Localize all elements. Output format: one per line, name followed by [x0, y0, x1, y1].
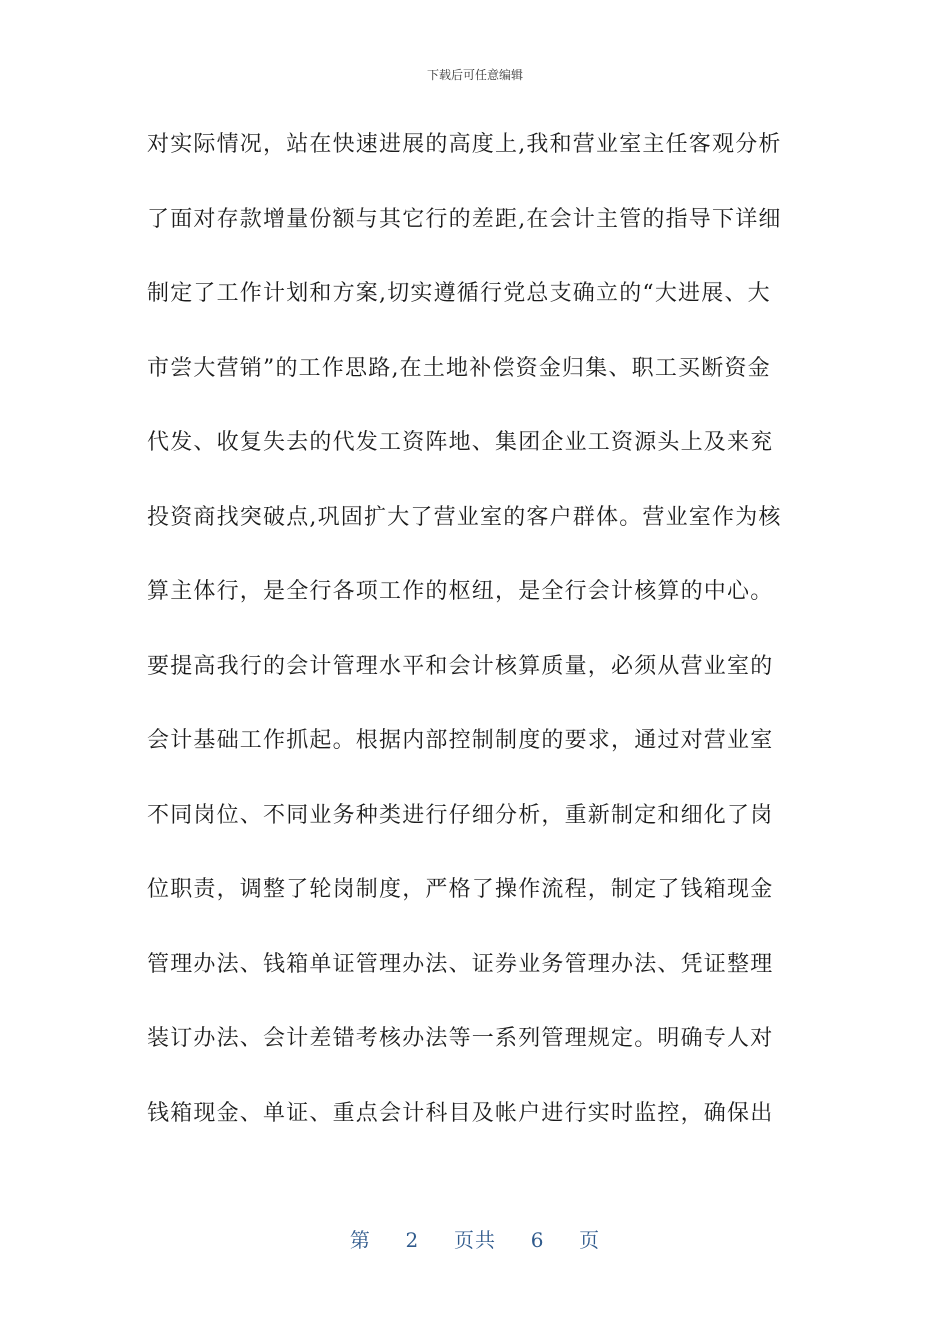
footer-label-end: 页 [579, 1228, 601, 1252]
body-line: 管理办法、钱箱单证管理办法、证券业务管理办法、凭证整理 [147, 951, 774, 977]
body-line: 位职责，调整了轮岗制度，严格了操作流程，制定了钱箱现金 [147, 877, 774, 902]
body-line: 会计基础工作抓起。根据内部控制制度的要求，通过对营业室 [147, 728, 774, 753]
footer-label-page: 第 [349, 1228, 371, 1252]
page-footer [0, 1224, 950, 1253]
body-text [147, 125, 807, 1168]
footer-current-page: 2 [405, 1228, 420, 1252]
body-line: 算主体行，是全行各项工作的枢纽，是全行会计核算的中心。 [147, 579, 774, 604]
footer-total-pages: 6 [530, 1228, 545, 1252]
body-line: 要提高我行的会计管理水平和会计核算质量，必须从营业室的 [147, 653, 774, 679]
footer-label-of: 页共 [454, 1228, 496, 1252]
body-line: 代发、收复失去的代发工资阵地、集团企业工资源头上及来兖 [147, 430, 774, 455]
body-line: 市尝大营销”的工作思路,在土地补偿资金归集、职工买断资金 [147, 355, 771, 381]
body-line: 投资商找突破点,巩固扩大了营业室的客户群体。营业室作为核 [147, 504, 782, 530]
body-line: 装订办法、会计差错考核办法等一系列管理规定。明确专人对 [147, 1026, 774, 1051]
page-header: 下载后可任意编辑 [426, 68, 523, 82]
body-line: 制定了工作计划和方案,切实遵循行党总支确立的“大进展、大 [147, 281, 771, 306]
body-line: 不同岗位、不同业务种类进行仔细分析，重新制定和细化了岗 [147, 802, 774, 828]
body-line: 钱箱现金、单证、重点会计科目及帐户进行实时监控，确保出 [147, 1100, 774, 1126]
body-line: 对实际情况，站在快速进展的高度上,我和营业室主任客观分析 [147, 132, 782, 157]
body-line: 了面对存款增量份额与其它行的差距,在会计主管的指导下详细 [147, 206, 782, 232]
